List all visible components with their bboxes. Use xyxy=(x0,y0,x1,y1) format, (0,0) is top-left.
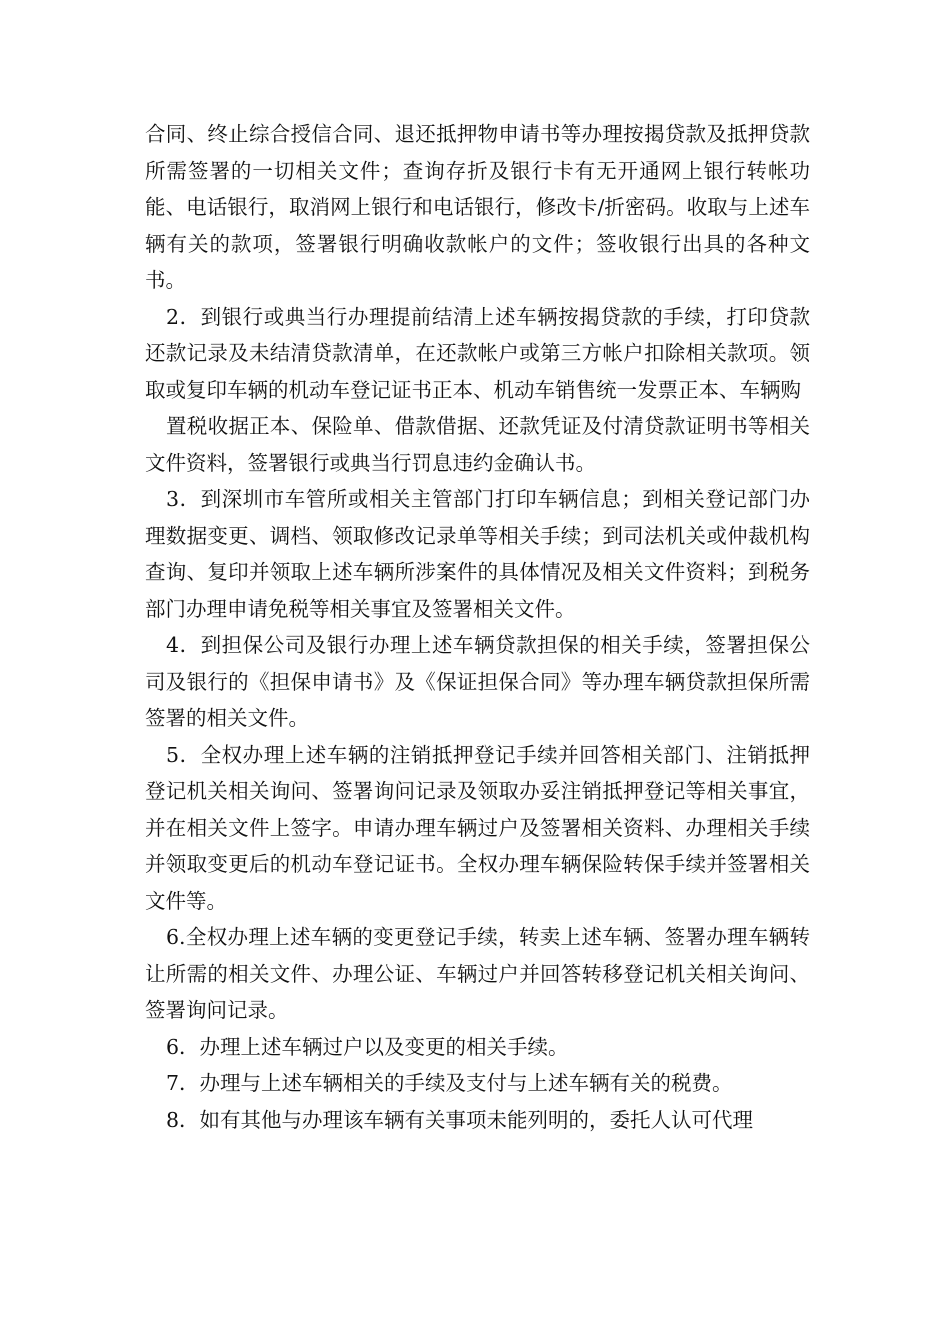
document-body xyxy=(145,116,810,1138)
paragraph-item-3: 3．到深圳市车管所或相关主管部门打印车辆信息；到相关登记部门办理数据变更、调档、领取修改记录单等相关手续；到司法机关或仲裁机构查询、复印并领取上述车辆所涉案件的具体情况及相关文件资料；到税务部门办理申请免税等相关事宜及签署相关文件。 xyxy=(145,487,810,621)
paragraph-item-2-continued: 置税收据正本、保险单、借款借据、还款凭证及付清贷款证明书等相关文件资料，签署银行或典当行罚息违约金确认书。 xyxy=(145,414,810,475)
paragraph-item-2: 2．到银行或典当行办理提前结清上述车辆按揭贷款的手续，打印贷款还款记录及未结清贷款清单，在还款帐户或第三方帐户扣除相关款项。领取或复印车辆的机动车登记证书正本、机动车销售统一发票正本、车辆购 xyxy=(145,304,810,402)
paragraph-item-5: 5．全权办理上述车辆的注销抵押登记手续并回答相关部门、注销抵押登记机关相关询问、签署询问记录及领取办妥注销抵押登记等相关事宜，并在相关文件上签字。申请办理车辆过户及签署相关资料、办理相关手续并领取变更后的机动车登记证书。全权办理车辆保险转保手续并签署相关文件等。 xyxy=(145,742,810,913)
paragraph-item-8: 8．如有其他与办理该车辆有关事项未能列明的，委托人认可代理 xyxy=(166,1107,754,1132)
paragraph-item-4: 4．到担保公司及银行办理上述车辆贷款担保的相关手续，签署担保公司及银行的《担保申请书》及《保证担保合同》等办理车辆贷款担保所需签署的相关文件。 xyxy=(145,633,810,730)
paragraph-continuation: 合同、终止综合授信合同、退还抵押物申请书等办理按揭贷款及抵押贷款所需签署的一切相关文件；查询存折及银行卡有无开通网上银行转帐功能、电话银行，取消网上银行和电话银行，修改卡/折密码。收取与上述车辆有关的款项，签署银行明确收款帐户的文件；签收银行出具的各种文书。 xyxy=(145,122,810,292)
paragraph-item-6b: 6．办理上述车辆过户以及变更的相关手续。 xyxy=(166,1034,569,1059)
paragraph-item-6a: 6.全权办理上述车辆的变更登记手续，转卖上述车辆、签署办理车辆转让所需的相关文件、办理公证、车辆过户并回答转移登记机关相关询问、签署询问记录。 xyxy=(145,925,810,1022)
paragraph-item-7: 7．办理与上述车辆相关的手续及支付与上述车辆有关的税费。 xyxy=(166,1071,733,1095)
